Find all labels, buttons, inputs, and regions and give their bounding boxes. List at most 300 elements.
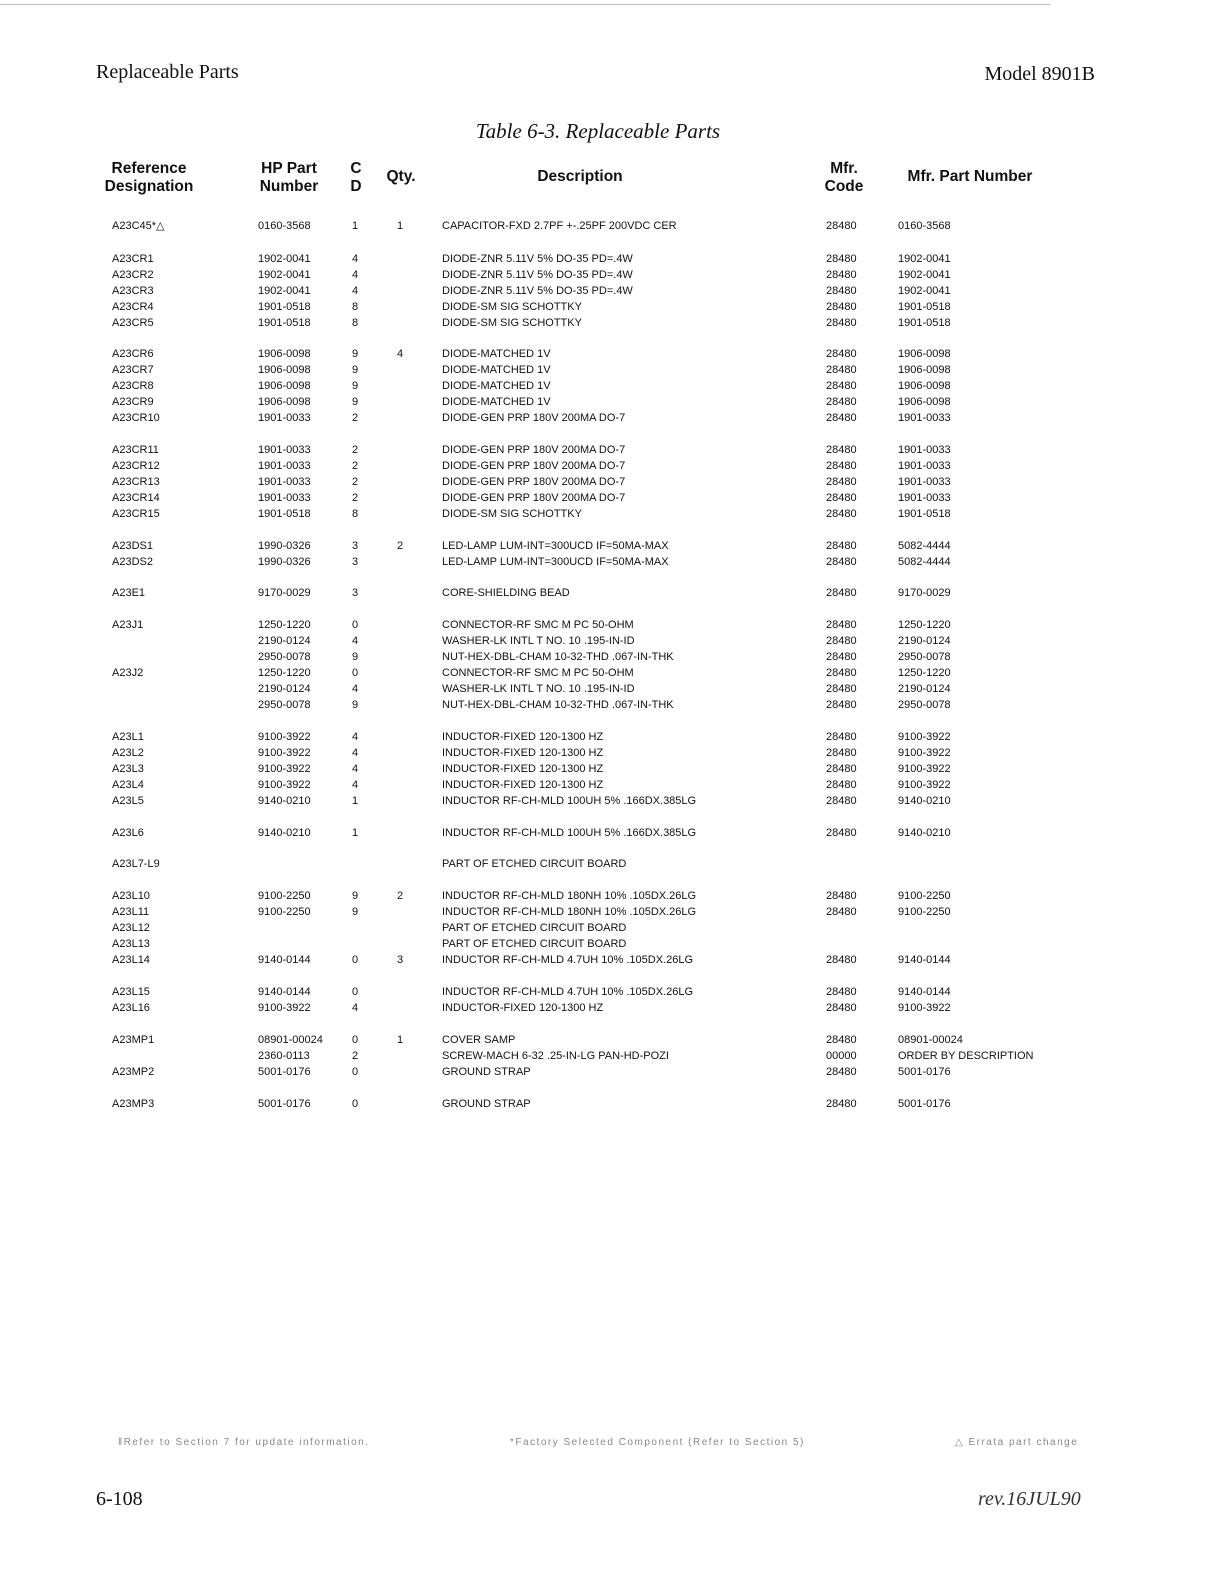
ref-cell: A23CR15	[112, 508, 160, 520]
mfr-code-cell: 28480	[826, 986, 857, 998]
hp-part-cell: 9140-0210	[258, 795, 311, 807]
description-cell: DIODE-ZNR 5.11V 5% DO-35 PD=.4W	[442, 285, 633, 297]
description-cell: DIODE-ZNR 5.11V 5% DO-35 PD=.4W	[442, 269, 633, 281]
table-row	[0, 538, 1229, 554]
ref-cell: A23CR1	[112, 253, 154, 265]
hp-part-cell: 2950-0078	[258, 699, 311, 711]
ref-cell: A23L13	[112, 938, 150, 950]
cd-cell: 1	[352, 795, 359, 807]
description-cell: DIODE-GEN PRP 180V 200MA DO-7	[442, 460, 626, 472]
hp-part-cell: 9100-3922	[258, 731, 311, 743]
hp-part-cell: 1250-1220	[258, 667, 311, 679]
mfr-code-cell: 28480	[826, 508, 857, 520]
table-row	[0, 617, 1229, 633]
mfr-code-cell: 28480	[826, 269, 857, 281]
hp-part-cell: 1906-0098	[258, 396, 311, 408]
qty-cell: 2	[397, 540, 404, 552]
mfr-code-cell: 28480	[826, 412, 857, 424]
ref-cell: A23CR2	[112, 269, 154, 281]
table-row	[0, 251, 1229, 267]
mfr-code-cell: 28480	[826, 667, 857, 679]
mfr-code-cell: 28480	[826, 492, 857, 504]
page-number: 6-108	[96, 1488, 143, 1510]
mfr-part-number-cell: 5082-4444	[898, 556, 951, 568]
hp-part-cell: 2190-0124	[258, 635, 311, 647]
mfr-code-cell: 28480	[826, 827, 857, 839]
cd-cell: 3	[352, 587, 359, 599]
mfr-code-cell: 28480	[826, 699, 857, 711]
table-row	[0, 1096, 1229, 1112]
cd-cell: 4	[352, 747, 359, 759]
mfr-part-number-cell: 9100-3922	[898, 779, 951, 791]
column-header-description: Description	[537, 168, 623, 185]
mfr-code-cell: 28480	[826, 556, 857, 568]
mfr-part-number-cell: 9140-0144	[898, 954, 951, 966]
table-row	[0, 681, 1229, 697]
hp-part-cell: 1901-0033	[258, 412, 311, 424]
table-row	[0, 410, 1229, 426]
description-cell: DIODE-GEN PRP 180V 200MA DO-7	[442, 492, 626, 504]
mfr-code-cell: 28480	[826, 317, 857, 329]
ref-cell: A23CR10	[112, 412, 160, 424]
mfr-part-number-cell: 9100-3922	[898, 747, 951, 759]
description-cell: DIODE-MATCHED 1V	[442, 348, 551, 360]
description-cell: DIODE-SM SIG SCHOTTKY	[442, 317, 582, 329]
ref-cell: A23L5	[112, 795, 144, 807]
mfr-code-cell: 28480	[826, 1066, 857, 1078]
description-cell: PART OF ETCHED CIRCUIT BOARD	[442, 858, 627, 870]
table-row	[0, 729, 1229, 745]
mfr-code-cell: 28480	[826, 890, 857, 902]
table-row	[0, 952, 1229, 968]
hp-part-cell: 1990-0326	[258, 540, 311, 552]
cd-cell: 8	[352, 317, 359, 329]
cd-cell: 4	[352, 1002, 359, 1014]
ref-cell: A23L16	[112, 1002, 150, 1014]
column-header-mfr-code: Mfr. Code	[824, 160, 864, 195]
description-cell: GROUND STRAP	[442, 1098, 531, 1110]
ref-cell: A23CR9	[112, 396, 154, 408]
description-cell: GROUND STRAP	[442, 1066, 531, 1078]
mfr-part-number-cell: 1250-1220	[898, 619, 951, 631]
cd-cell: 9	[352, 906, 359, 918]
ref-cell: A23CR5	[112, 317, 154, 329]
cd-cell: 9	[352, 364, 359, 376]
table-row	[0, 777, 1229, 793]
ref-cell: A23DS2	[112, 556, 153, 568]
table-row	[0, 745, 1229, 761]
hp-part-cell: 9100-2250	[258, 890, 311, 902]
qty-cell: 1	[397, 1034, 404, 1046]
hp-part-cell: 5001-0176	[258, 1098, 311, 1110]
mfr-code-cell: 28480	[826, 747, 857, 759]
cd-cell: 4	[352, 731, 359, 743]
mfr-code-cell: 28480	[826, 1034, 857, 1046]
hp-part-cell: 9140-0144	[258, 954, 311, 966]
hp-part-cell: 9100-3922	[258, 779, 311, 791]
description-cell: CORE-SHIELDING BEAD	[442, 587, 570, 599]
description-cell: CONNECTOR-RF SMC M PC 50-OHM	[442, 619, 634, 631]
mfr-part-number-cell: 1901-0518	[898, 317, 951, 329]
mfr-code-cell: 28480	[826, 619, 857, 631]
mfr-part-number-cell: 1906-0098	[898, 396, 951, 408]
ref-cell: A23L1	[112, 731, 144, 743]
hp-part-cell: 1906-0098	[258, 348, 311, 360]
mfr-part-number-cell: 1901-0518	[898, 301, 951, 313]
mfr-part-number-cell: ORDER BY DESCRIPTION	[898, 1050, 1034, 1062]
hp-part-cell: 1902-0041	[258, 285, 311, 297]
footnote-factory-selected: *Factory Selected Component (Refer to Section 5)	[510, 1437, 805, 1448]
cd-cell: 9	[352, 396, 359, 408]
hp-part-cell: 1901-0033	[258, 444, 311, 456]
ref-cell: A23CR6	[112, 348, 154, 360]
mfr-part-number-cell: 9170-0029	[898, 587, 951, 599]
mfr-part-number-cell: 1902-0041	[898, 285, 951, 297]
table-row	[0, 936, 1229, 952]
mfr-code-cell: 28480	[826, 587, 857, 599]
table-row	[0, 378, 1229, 394]
ref-cell: A23L15	[112, 986, 150, 998]
description-cell: DIODE-ZNR 5.11V 5% DO-35 PD=.4W	[442, 253, 633, 265]
cd-cell: 4	[352, 683, 359, 695]
table-title: Table 6-3. Replaceable Parts	[475, 119, 721, 143]
ref-cell: A23C45*△	[112, 220, 165, 232]
hp-part-cell: 1902-0041	[258, 269, 311, 281]
cd-cell: 4	[352, 269, 359, 281]
description-cell: NUT-HEX-DBL-CHAM 10-32-THD .067-IN-THK	[442, 651, 674, 663]
mfr-code-cell: 28480	[826, 651, 857, 663]
cd-cell: 3	[352, 540, 359, 552]
mfr-part-number-cell: 9140-0144	[898, 986, 951, 998]
table-row	[0, 1048, 1229, 1064]
table-row	[0, 984, 1229, 1000]
description-cell: COVER SAMP	[442, 1034, 516, 1046]
cd-cell: 0	[352, 1098, 359, 1110]
mfr-code-cell: 28480	[826, 220, 857, 232]
cd-cell: 2	[352, 492, 359, 504]
hp-part-cell: 9100-3922	[258, 763, 311, 775]
section-title: Replaceable Parts	[96, 61, 239, 83]
table-row	[0, 649, 1229, 665]
hp-part-cell: 1906-0098	[258, 364, 311, 376]
qty-cell: 4	[397, 348, 404, 360]
table-row	[0, 315, 1229, 331]
ref-cell: A23CR13	[112, 476, 160, 488]
description-cell: DIODE-SM SIG SCHOTTKY	[442, 508, 582, 520]
table-row	[0, 299, 1229, 315]
cd-cell: 9	[352, 651, 359, 663]
hp-part-cell: 1990-0326	[258, 556, 311, 568]
cd-cell: 4	[352, 635, 359, 647]
table-row	[0, 267, 1229, 283]
table-row	[0, 346, 1229, 362]
description-cell: WASHER-LK INTL T NO. 10 .195-IN-ID	[442, 683, 635, 695]
hp-part-cell: 2360-0113	[258, 1050, 310, 1062]
table-row	[0, 920, 1229, 936]
mfr-part-number-cell: 5082-4444	[898, 540, 951, 552]
column-header-mfr-part-number: Mfr. Part Number	[907, 168, 1033, 185]
mfr-code-cell: 28480	[826, 460, 857, 472]
cd-cell: 2	[352, 444, 359, 456]
description-cell: NUT-HEX-DBL-CHAM 10-32-THD .067-IN-THK	[442, 699, 674, 711]
hp-part-cell: 9140-0144	[258, 986, 311, 998]
mfr-code-cell: 28480	[826, 348, 857, 360]
table-row	[0, 474, 1229, 490]
mfr-part-number-cell: 1901-0033	[898, 476, 951, 488]
hp-part-cell: 1901-0033	[258, 492, 311, 504]
table-row	[0, 904, 1229, 920]
hp-part-cell: 2190-0124	[258, 683, 311, 695]
description-cell: DIODE-MATCHED 1V	[442, 396, 551, 408]
hp-part-cell: 9170-0029	[258, 587, 311, 599]
description-cell: DIODE-GEN PRP 180V 200MA DO-7	[442, 412, 626, 424]
description-cell: INDUCTOR-FIXED 120-1300 HZ	[442, 1002, 604, 1014]
mfr-code-cell: 28480	[826, 444, 857, 456]
table-row	[0, 665, 1229, 681]
hp-part-cell: 1901-0033	[258, 476, 311, 488]
mfr-part-number-cell: 9100-3922	[898, 731, 951, 743]
table-row	[0, 1000, 1229, 1016]
mfr-code-cell: 28480	[826, 1002, 857, 1014]
footnote-errata: △ Errata part change	[955, 1437, 1079, 1448]
mfr-part-number-cell: 1906-0098	[898, 380, 951, 392]
description-cell: DIODE-MATCHED 1V	[442, 380, 551, 392]
mfr-code-cell: 28480	[826, 301, 857, 313]
ref-cell: A23L7-L9	[112, 858, 160, 870]
cd-cell: 3	[352, 556, 359, 568]
cd-cell: 4	[352, 763, 359, 775]
qty-cell: 2	[397, 890, 404, 902]
table-row	[0, 442, 1229, 458]
column-header-qty: Qty.	[386, 168, 416, 185]
cd-cell: 1	[352, 827, 359, 839]
cd-cell: 4	[352, 779, 359, 791]
ref-cell: A23L2	[112, 747, 144, 759]
cd-cell: 9	[352, 380, 359, 392]
cd-cell: 0	[352, 954, 359, 966]
description-cell: PART OF ETCHED CIRCUIT BOARD	[442, 938, 627, 950]
cd-cell: 0	[352, 667, 359, 679]
mfr-part-number-cell: 1902-0041	[898, 269, 951, 281]
ref-cell: A23E1	[112, 587, 146, 599]
hp-part-cell: 1906-0098	[258, 380, 311, 392]
table-row	[0, 585, 1229, 601]
hp-part-cell: 1901-0518	[258, 317, 311, 329]
description-cell: INDUCTOR RF-CH-MLD 100UH 5% .166DX.385LG	[442, 795, 697, 807]
description-cell: LED-LAMP LUM-INT=300UCD IF=50MA-MAX	[442, 540, 669, 552]
mfr-part-number-cell: 9100-3922	[898, 1002, 951, 1014]
hp-part-cell: 1901-0518	[258, 301, 311, 313]
hp-part-cell: 1902-0041	[258, 253, 311, 265]
mfr-code-cell: 28480	[826, 731, 857, 743]
cd-cell: 9	[352, 348, 359, 360]
hp-part-cell: 1901-0518	[258, 508, 311, 520]
mfr-part-number-cell: 9140-0210	[898, 795, 951, 807]
ref-cell: A23J1	[112, 619, 144, 631]
cd-cell: 2	[352, 460, 359, 472]
mfr-part-number-cell: 2950-0078	[898, 699, 951, 711]
table-row	[0, 697, 1229, 713]
ref-cell: A23CR3	[112, 285, 154, 297]
mfr-part-number-cell: 5001-0176	[898, 1098, 951, 1110]
mfr-code-cell: 28480	[826, 253, 857, 265]
cd-cell: 0	[352, 1066, 359, 1078]
mfr-code-cell: 28480	[826, 396, 857, 408]
mfr-part-number-cell: 1901-0033	[898, 460, 951, 472]
ref-cell: A23L3	[112, 763, 144, 775]
ref-cell: A23L10	[112, 890, 150, 902]
description-cell: DIODE-SM SIG SCHOTTKY	[442, 301, 582, 313]
column-header-cd: C D	[350, 160, 362, 195]
ref-cell: A23L4	[112, 779, 144, 791]
mfr-part-number-cell: 1901-0033	[898, 444, 951, 456]
table-row	[0, 218, 1229, 234]
cd-cell: 4	[352, 285, 359, 297]
description-cell: DIODE-MATCHED 1V	[442, 364, 551, 376]
model-label: Model 8901B	[984, 63, 1095, 85]
mfr-code-cell: 28480	[826, 1098, 857, 1110]
column-header-hp-part: HP Part Number	[259, 160, 319, 195]
cd-cell: 1	[352, 220, 359, 232]
ref-cell: A23J2	[112, 667, 144, 679]
ref-cell: A23L6	[112, 827, 144, 839]
mfr-code-cell: 28480	[826, 795, 857, 807]
mfr-part-number-cell: 1902-0041	[898, 253, 951, 265]
table-row	[0, 633, 1229, 649]
table-row	[0, 825, 1229, 841]
cd-cell: 8	[352, 301, 359, 313]
table-row	[0, 761, 1229, 777]
ref-cell: A23DS1	[112, 540, 153, 552]
qty-cell: 1	[397, 220, 404, 232]
mfr-code-cell: 28480	[826, 380, 857, 392]
mfr-code-cell: 28480	[826, 779, 857, 791]
ref-cell: A23MP2	[112, 1066, 155, 1078]
mfr-part-number-cell: 9100-2250	[898, 890, 951, 902]
column-header-reference: Reference Designation	[104, 160, 194, 195]
ref-cell: A23CR14	[112, 492, 160, 504]
table-row	[0, 506, 1229, 522]
mfr-code-cell: 28480	[826, 763, 857, 775]
mfr-part-number-cell: 1901-0033	[898, 412, 951, 424]
mfr-part-number-cell: 1906-0098	[898, 348, 951, 360]
hp-part-cell: 1901-0033	[258, 460, 311, 472]
description-cell: INDUCTOR-FIXED 120-1300 HZ	[442, 763, 604, 775]
revision-date: rev.16JUL90	[978, 1488, 1081, 1510]
cd-cell: 9	[352, 699, 359, 711]
table-row	[0, 394, 1229, 410]
description-cell: INDUCTOR-FIXED 120-1300 HZ	[442, 731, 604, 743]
table-row	[0, 1064, 1229, 1080]
description-cell: LED-LAMP LUM-INT=300UCD IF=50MA-MAX	[442, 556, 669, 568]
cd-cell: 2	[352, 476, 359, 488]
cd-cell: 2	[352, 412, 359, 424]
ref-cell: A23CR4	[112, 301, 154, 313]
description-cell: WASHER-LK INTL T NO. 10 .195-IN-ID	[442, 635, 635, 647]
mfr-code-cell: 28480	[826, 364, 857, 376]
hp-part-cell: 08901-00024	[258, 1034, 323, 1046]
table-row	[0, 856, 1229, 872]
table-row	[0, 793, 1229, 809]
footnote-update-info: ‖Refer to Section 7 for update information.	[118, 1437, 370, 1448]
ref-cell: A23L14	[112, 954, 150, 966]
description-cell: INDUCTOR-FIXED 120-1300 HZ	[442, 779, 604, 791]
hp-part-cell: 9140-0210	[258, 827, 311, 839]
cd-cell: 0	[352, 619, 359, 631]
mfr-part-number-cell: 08901-00024	[898, 1034, 963, 1046]
mfr-part-number-cell: 5001-0176	[898, 1066, 951, 1078]
ref-cell: A23L11	[112, 906, 150, 918]
ref-cell: A23CR8	[112, 380, 154, 392]
description-cell: INDUCTOR RF-CH-MLD 100UH 5% .166DX.385LG	[442, 827, 697, 839]
table-row	[0, 888, 1229, 904]
cd-cell: 8	[352, 508, 359, 520]
ref-cell: A23CR11	[112, 444, 159, 456]
mfr-part-number-cell: 1901-0033	[898, 492, 951, 504]
ref-cell: A23MP1	[112, 1034, 155, 1046]
mfr-part-number-cell: 9140-0210	[898, 827, 951, 839]
mfr-code-cell: 28480	[826, 285, 857, 297]
hp-part-cell: 9100-3922	[258, 747, 311, 759]
mfr-part-number-cell: 2190-0124	[898, 683, 951, 695]
table-row	[0, 554, 1229, 570]
ref-cell: A23CR12	[112, 460, 160, 472]
description-cell: DIODE-GEN PRP 180V 200MA DO-7	[442, 476, 626, 488]
cd-cell: 0	[352, 1034, 359, 1046]
cd-cell: 2	[352, 1050, 359, 1062]
table-row	[0, 458, 1229, 474]
description-cell: INDUCTOR RF-CH-MLD 180NH 10% .105DX.26LG	[442, 890, 697, 902]
description-cell: SCREW-MACH 6-32 .25-IN-LG PAN-HD-POZI	[442, 1050, 669, 1062]
ref-cell: A23CR7	[112, 364, 154, 376]
mfr-code-cell: 28480	[826, 635, 857, 647]
hp-part-cell: 9100-2250	[258, 906, 311, 918]
mfr-code-cell: 28480	[826, 906, 857, 918]
description-cell: INDUCTOR-FIXED 120-1300 HZ	[442, 747, 604, 759]
mfr-code-cell: 28480	[826, 540, 857, 552]
cd-cell: 4	[352, 253, 359, 265]
qty-cell: 3	[397, 954, 404, 966]
mfr-part-number-cell: 1250-1220	[898, 667, 951, 679]
description-cell: DIODE-GEN PRP 180V 200MA DO-7	[442, 444, 626, 456]
mfr-code-cell: 28480	[826, 954, 857, 966]
table-row	[0, 362, 1229, 378]
mfr-code-cell: 28480	[826, 683, 857, 695]
mfr-part-number-cell: 1901-0518	[898, 508, 951, 520]
description-cell: PART OF ETCHED CIRCUIT BOARD	[442, 922, 627, 934]
table-row	[0, 1032, 1229, 1048]
description-cell: INDUCTOR RF-CH-MLD 180NH 10% .105DX.26LG	[442, 906, 697, 918]
cd-cell: 9	[352, 890, 359, 902]
description-cell: INDUCTOR RF-CH-MLD 4.7UH 10% .105DX.26LG	[442, 986, 694, 998]
mfr-part-number-cell: 2190-0124	[898, 635, 951, 647]
ref-cell: A23MP3	[112, 1098, 155, 1110]
description-cell: INDUCTOR RF-CH-MLD 4.7UH 10% .105DX.26LG	[442, 954, 694, 966]
mfr-code-cell: 00000	[826, 1050, 857, 1062]
table-row	[0, 283, 1229, 299]
hp-part-cell: 9100-3922	[258, 1002, 311, 1014]
mfr-part-number-cell: 0160-3568	[898, 220, 951, 232]
description-cell: CONNECTOR-RF SMC M PC 50-OHM	[442, 667, 634, 679]
cd-cell: 0	[352, 986, 359, 998]
hp-part-cell: 1250-1220	[258, 619, 311, 631]
description-cell: CAPACITOR-FXD 2.7PF +-.25PF 200VDC CER	[442, 220, 677, 232]
table-row	[0, 490, 1229, 506]
mfr-part-number-cell: 1906-0098	[898, 364, 951, 376]
ref-cell: A23L12	[112, 922, 150, 934]
mfr-code-cell: 28480	[826, 476, 857, 488]
mfr-part-number-cell: 2950-0078	[898, 651, 951, 663]
